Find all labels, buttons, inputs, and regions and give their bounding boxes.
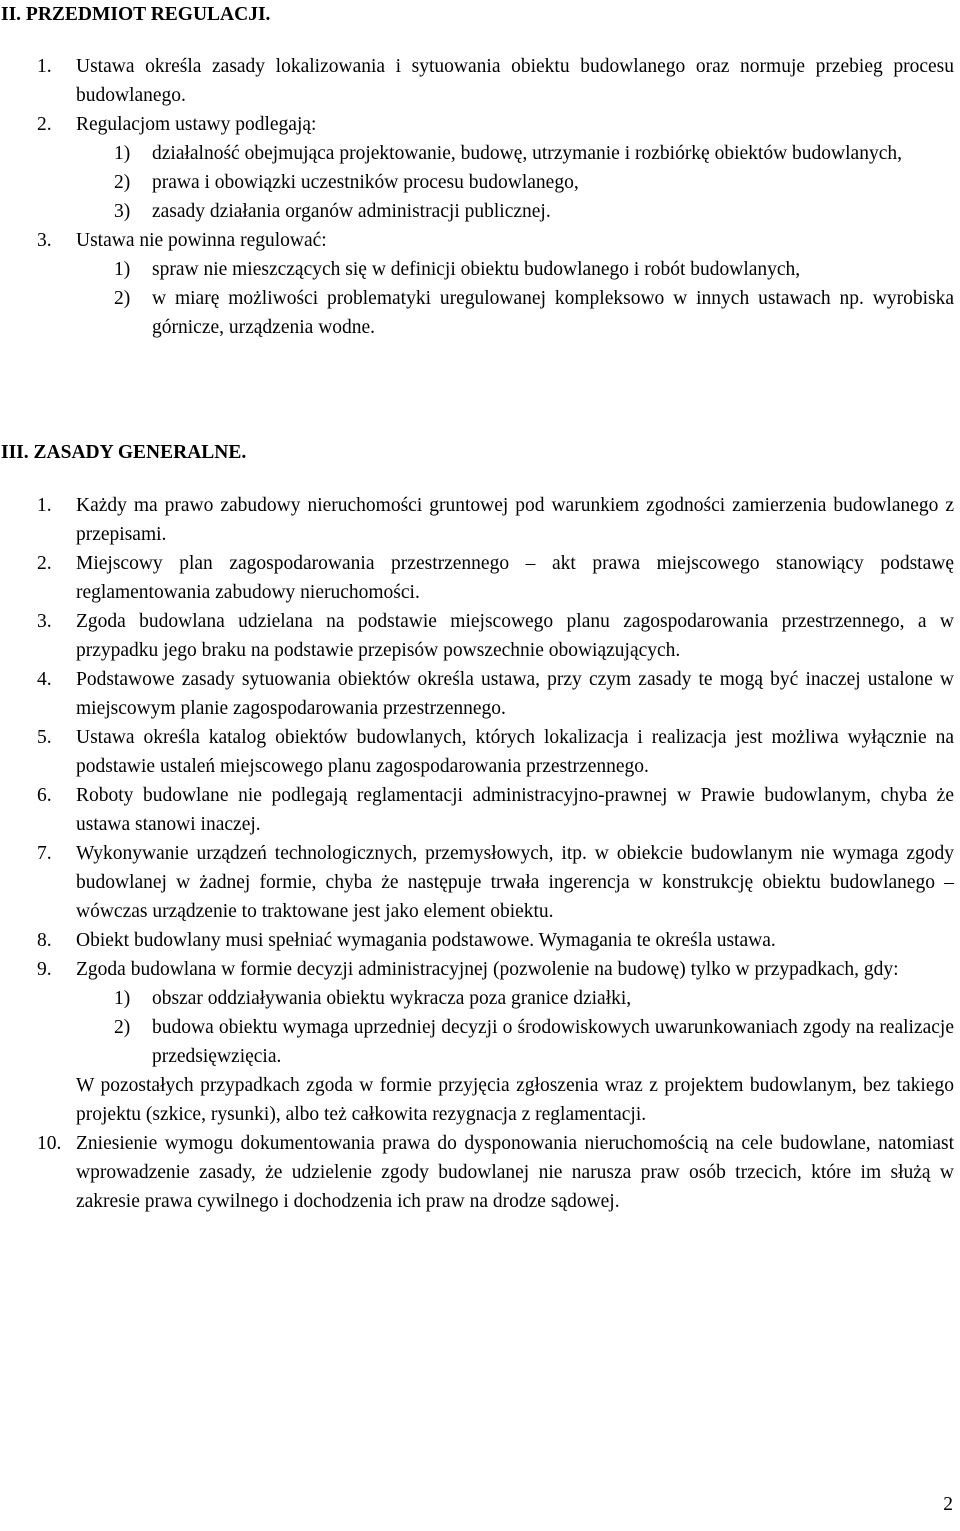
sub-item-text: prawa i obowiązki uczestników procesu budowlanego, bbox=[152, 172, 579, 193]
item-number: 1. bbox=[37, 56, 52, 77]
item-text: Miejscowy plan zagospodarowania przestrzennego – akt prawa miejscowego stanowiący podstawę reglamentowania zabudowy nieruchomości. bbox=[76, 553, 954, 603]
sub-item-number: 1) bbox=[114, 143, 131, 164]
item-number: 10. bbox=[37, 1133, 62, 1154]
item-continuation: W pozostałych przypadkach zgoda w formie przyjęcia zgłoszenia wraz z projektem budowlanym, bez takiego projektu (szkice, rysunki), albo też całkowita rezygnacja z reglamentacji. bbox=[76, 1075, 954, 1125]
sub-list-item bbox=[76, 197, 954, 226]
item-number: 3. bbox=[37, 611, 52, 632]
item-number: 6. bbox=[37, 785, 52, 806]
item-text: Zgoda budowlana w formie decyzji administracyjnej (pozwolenie na budowę) tylko w przypadkach, gdy: bbox=[76, 959, 899, 980]
sub-item-number: 1) bbox=[114, 259, 131, 280]
page-number: 2 bbox=[943, 1494, 953, 1515]
list-item bbox=[0, 52, 954, 110]
item-text: Regulacjom ustawy podlegają: bbox=[76, 114, 317, 135]
item-text: Podstawowe zasady sytuowania obiektów określa ustawa, przy czym zasady te mogą być inaczej ustalone w miejscowym planie zagospodarowania przestrzennego. bbox=[76, 669, 954, 719]
sub-list bbox=[76, 984, 954, 1071]
sub-item-number: 3) bbox=[114, 201, 131, 222]
item-number: 7. bbox=[37, 843, 52, 864]
item-number: 2. bbox=[37, 114, 52, 135]
item-number: 9. bbox=[37, 959, 52, 980]
section-3-heading: III. ZASADY GENERALNE. bbox=[1, 442, 247, 463]
sub-item-text: działalność obejmująca projektowanie, budowę, utrzymanie i rozbiórkę obiektów budowlanych, bbox=[152, 143, 902, 164]
item-text: Zniesienie wymogu dokumentowania prawa do dysponowania nieruchomością na cele budowlane, natomiast wprowadzenie zasady, że udzielenie zgody budowlanej nie narusza praw osób trzecich, które im służą w zakresie prawa cywilnego i dochodzenia ich praw na drodze sądowej. bbox=[76, 1133, 954, 1212]
sub-list-item bbox=[76, 1013, 954, 1071]
sub-list bbox=[76, 139, 954, 226]
sub-item-number: 1) bbox=[114, 988, 131, 1009]
section-3-list bbox=[0, 491, 954, 1216]
item-number: 4. bbox=[37, 669, 52, 690]
sub-list-item bbox=[76, 168, 954, 197]
item-text: Roboty budowlane nie podlegają reglamentacji administracyjno-prawnej w Prawie budowlanym, chyba że ustawa stanowi inaczej. bbox=[76, 785, 954, 835]
item-text: Wykonywanie urządzeń technologicznych, przemysłowych, itp. w obiekcie budowlanym nie wymaga zgody budowlanej w żadnej formie, chyba że następuje trwała ingerencja w konstrukcję obiektu budowlanego – wówczas urządzenie to traktowane jest jako element obiektu. bbox=[76, 843, 954, 922]
sub-item-number: 2) bbox=[114, 172, 131, 193]
sub-item-text: zasady działania organów administracji publicznej. bbox=[152, 201, 551, 222]
item-text: Ustawa nie powinna regulować: bbox=[76, 230, 327, 251]
sub-list-item bbox=[76, 984, 954, 1013]
sub-list bbox=[76, 255, 954, 342]
section-2-list bbox=[0, 52, 954, 342]
item-text: Ustawa określa zasady lokalizowania i sytuowania obiektu budowlanego oraz normuje przebieg procesu budowlanego. bbox=[76, 56, 954, 106]
sub-item-number: 2) bbox=[114, 288, 131, 309]
sub-item-text: w miarę możliwości problematyki uregulowanej kompleksowo w innych ustawach np. wyrobiska górnicze, urządzenia wodne. bbox=[152, 288, 954, 338]
sub-item-number: 2) bbox=[114, 1017, 131, 1038]
list-item bbox=[0, 723, 954, 781]
list-item bbox=[0, 839, 954, 926]
list-item bbox=[0, 926, 954, 955]
list-item bbox=[0, 549, 954, 607]
item-text: Ustawa określa katalog obiektów budowlanych, których lokalizacja i realizacja jest możliwa wyłącznie na podstawie ustaleń miejscowego planu zagospodarowania przestrzennego. bbox=[76, 727, 954, 777]
list-item bbox=[0, 226, 954, 342]
sub-list-item bbox=[76, 139, 954, 168]
item-text: Obiekt budowlany musi spełniać wymagania podstawowe. Wymagania te określa ustawa. bbox=[76, 930, 776, 951]
sub-item-text: obszar oddziaływania obiektu wykracza poza granice działki, bbox=[152, 988, 632, 1009]
sub-list-item bbox=[76, 255, 954, 284]
list-item bbox=[0, 1129, 954, 1216]
item-number: 5. bbox=[37, 727, 52, 748]
section-2-heading: II. PRZEDMIOT REGULACJI. bbox=[1, 4, 271, 25]
sub-item-text: spraw nie mieszczących się w definicji obiektu budowlanego i robót budowlanych, bbox=[152, 259, 801, 280]
item-number: 2. bbox=[37, 553, 52, 574]
list-item bbox=[0, 110, 954, 226]
item-number: 8. bbox=[37, 930, 52, 951]
list-item bbox=[0, 491, 954, 549]
list-item bbox=[0, 781, 954, 839]
sub-list-item bbox=[76, 284, 954, 342]
item-text: Zgoda budowlana udzielana na podstawie miejscowego planu zagospodarowania przestrzennego, a w przypadku jego braku na podstawie przepisów powszechnie obowiązujących. bbox=[76, 611, 954, 661]
item-number: 3. bbox=[37, 230, 52, 251]
item-text: Każdy ma prawo zabudowy nieruchomości gruntowej pod warunkiem zgodności zamierzenia budowlanego z przepisami. bbox=[76, 495, 954, 545]
list-item bbox=[0, 607, 954, 665]
sub-item-text: budowa obiektu wymaga uprzedniej decyzji o środowiskowych uwarunkowaniach zgody na realizacje przedsięwzięcia. bbox=[152, 1017, 954, 1067]
list-item bbox=[0, 665, 954, 723]
list-item bbox=[0, 955, 954, 1129]
item-number: 1. bbox=[37, 495, 52, 516]
